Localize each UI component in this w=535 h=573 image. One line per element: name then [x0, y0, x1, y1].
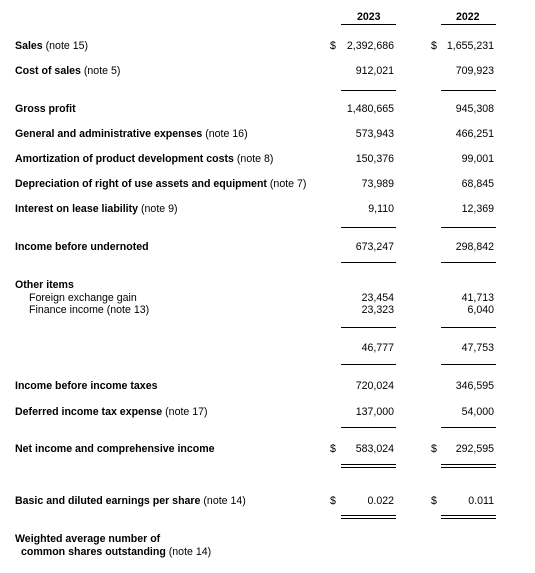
row-sales-2023: 2,392,686	[346, 40, 394, 52]
row-weighted-avg-label-2: common shares outstanding (note 14)	[21, 546, 212, 558]
row-deferred-tax-2022: 54,000	[461, 406, 494, 418]
subtotal-rule	[441, 427, 496, 428]
row-finance-income-2022: 6,040	[467, 304, 494, 316]
row-weighted-avg-label-1: Weighted average number of	[15, 533, 161, 545]
row-income-before-taxes-2023: 720,024	[355, 380, 394, 392]
row-income-undernoted-label: Income before undernoted	[15, 241, 149, 253]
row-cost-of-sales-label: Cost of sales (note 5)	[15, 65, 121, 77]
row-sales-2022: 1,655,231	[446, 40, 494, 52]
row-sales-label: Sales (note 15)	[15, 40, 89, 52]
row-interest-2023: 9,110	[368, 203, 394, 215]
other-items-heading: Other items	[15, 279, 74, 291]
currency-symbol: $	[431, 495, 437, 507]
row-finance-income-2023: 23,323	[361, 304, 394, 316]
row-amortization-label: Amortization of product development costs (note 8)	[15, 153, 274, 165]
row-interest-2022: 12,369	[461, 203, 494, 215]
currency-symbol: $	[330, 40, 336, 52]
double-rule	[441, 515, 496, 516]
row-deferred-tax-2023: 137,000	[355, 406, 394, 418]
row-gross-profit-2023: 1,480,665	[346, 103, 394, 115]
row-fx-gain-2022: 41,713	[461, 292, 494, 304]
header-2022-underline	[441, 24, 496, 25]
row-fx-gain-2023: 23,454	[361, 292, 394, 304]
subtotal-rule	[441, 262, 496, 263]
header-2022: 2022	[456, 11, 480, 23]
row-other-total-2023: 46,777	[361, 342, 394, 354]
header-2023: 2023	[357, 11, 381, 23]
double-rule	[341, 515, 396, 516]
subtotal-rule	[341, 327, 396, 328]
currency-symbol: $	[330, 443, 336, 455]
subtotal-rule	[441, 364, 496, 365]
row-deferred-tax-label: Deferred income tax expense (note 17)	[15, 406, 208, 418]
double-rule	[341, 518, 396, 519]
currency-symbol: $	[431, 40, 437, 52]
subtotal-rule	[441, 90, 496, 91]
double-rule	[341, 467, 396, 468]
subtotal-rule	[341, 90, 396, 91]
double-rule	[441, 518, 496, 519]
row-other-total-2022: 47,753	[461, 342, 494, 354]
double-rule	[341, 464, 396, 465]
row-income-undernoted-2022: 298,842	[455, 241, 494, 253]
subtotal-rule	[341, 227, 396, 228]
double-rule	[441, 467, 496, 468]
row-eps-2022: 0.011	[468, 495, 494, 507]
header-2023-underline	[341, 24, 396, 25]
row-net-income-2022: 292,595	[455, 443, 494, 455]
subtotal-rule	[341, 262, 396, 263]
row-ga-2022: 466,251	[455, 128, 494, 140]
subtotal-rule	[441, 227, 496, 228]
row-gross-profit-2022: 945,308	[455, 103, 494, 115]
currency-symbol: $	[330, 495, 336, 507]
row-eps-2023: 0.022	[367, 495, 394, 507]
row-cost-of-sales-2023: 912,021	[355, 65, 394, 77]
row-income-undernoted-2023: 673,247	[355, 241, 394, 253]
row-depreciation-label: Depreciation of right of use assets and equipment (note 7)	[15, 178, 307, 190]
row-income-before-taxes-2022: 346,595	[455, 380, 494, 392]
row-net-income-label: Net income and comprehensive income	[15, 443, 215, 455]
row-depreciation-2023: 73,989	[361, 178, 394, 190]
double-rule	[441, 464, 496, 465]
row-net-income-2023: 583,024	[355, 443, 394, 455]
subtotal-rule	[341, 364, 396, 365]
row-finance-income-label: Finance income (note 13)	[29, 304, 150, 316]
row-eps-label: Basic and diluted earnings per share (note 14)	[15, 495, 246, 507]
subtotal-rule	[341, 427, 396, 428]
row-cost-of-sales-2022: 709,923	[455, 65, 494, 77]
row-ga-label: General and administrative expenses (note 16)	[15, 128, 248, 140]
row-fx-gain-label: Foreign exchange gain	[29, 292, 137, 304]
row-interest-label: Interest on lease liability (note 9)	[15, 203, 178, 215]
row-amortization-2022: 99,001	[461, 153, 494, 165]
currency-symbol: $	[431, 443, 437, 455]
row-income-before-taxes-label: Income before income taxes	[15, 380, 158, 392]
subtotal-rule	[441, 327, 496, 328]
row-depreciation-2022: 68,845	[461, 178, 494, 190]
row-gross-profit-label: Gross profit	[15, 103, 76, 115]
row-ga-2023: 573,943	[355, 128, 394, 140]
row-amortization-2023: 150,376	[355, 153, 394, 165]
